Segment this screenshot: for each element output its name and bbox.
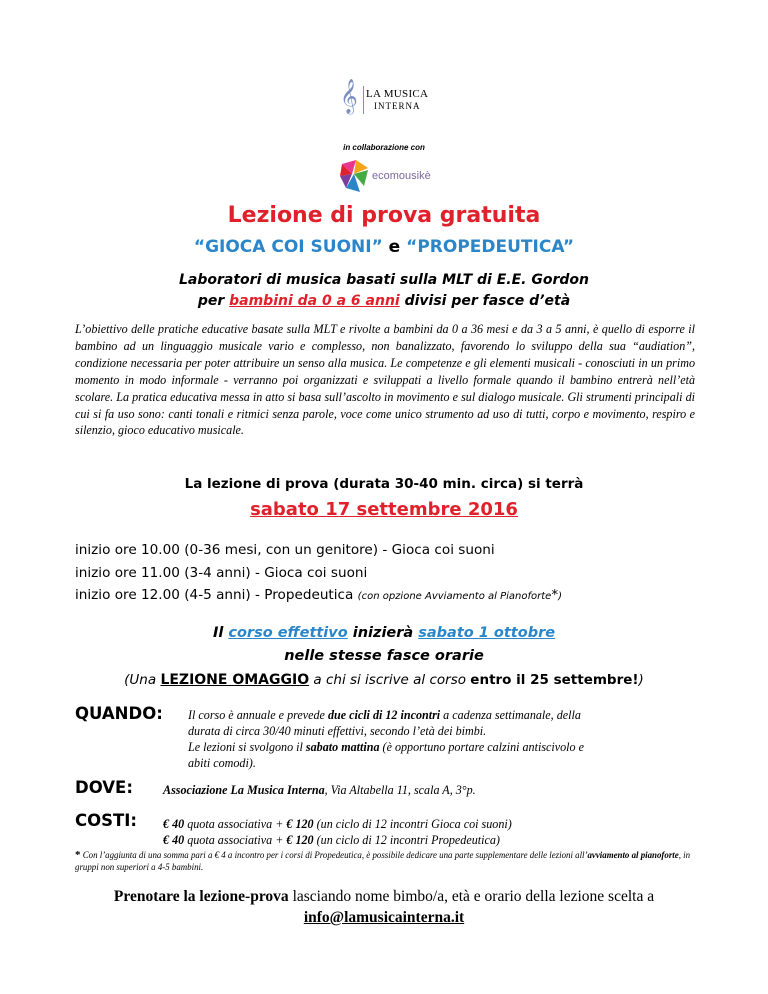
subtitle-and: e	[382, 237, 407, 257]
collaboration-text: in collaborazione con	[343, 143, 425, 152]
laboratori-line1: Laboratori di musica basati sulla MLT di E.E. Gordon	[179, 272, 589, 288]
omaggio-mid: a chi si iscrive al corso	[309, 672, 471, 688]
booking-instructions	[0, 887, 768, 907]
quando-l3a: Le lezioni si svolgono il	[188, 740, 306, 754]
footnote-a: Con l’aggiunta di una somma pari a € 4 a incontro per i corsi di Propedeutica, è possibile dedicare una parte supplementare delle lezioni all’	[80, 850, 588, 860]
logo-line2: INTERNA	[374, 101, 421, 111]
costi-l1d: (un ciclo di 12 incontri Gioca coi suoni)	[313, 817, 512, 831]
schedule-item-3	[75, 584, 715, 609]
costi-label: COSTI:	[75, 811, 138, 830]
course-date-link: sabato 1 ottobre	[418, 625, 556, 641]
logo-line1: LA MUSICA	[366, 88, 429, 100]
schedule-star: *	[551, 587, 559, 603]
logo-divider	[363, 86, 364, 114]
costi-l2b: quota associativa +	[184, 833, 287, 847]
omaggio-close: )	[638, 672, 644, 688]
quando-l3b: sabato mattina	[305, 740, 380, 754]
ecomousike-logo	[338, 158, 438, 196]
lab-pre: per	[197, 293, 230, 309]
dove-assoc: Associazione La Musica Interna	[163, 783, 325, 797]
dove-text	[163, 783, 476, 798]
lesson-date: sabato 17 settembre 2016	[250, 499, 518, 520]
dove-address: , Via Altabella 11, scala A, 3°p.	[324, 783, 476, 797]
omaggio-deadline: entro il 25 settembre!	[470, 672, 639, 688]
schedule-item-3-main: inizio ore 12.00 (4-5 anni) - Propedeutica	[75, 587, 358, 603]
subtitle	[0, 236, 768, 258]
costi-l2a: € 40	[163, 833, 185, 847]
footnote-b: avviamento al pianoforte	[587, 850, 679, 860]
ecomousike-icon	[338, 158, 372, 194]
quando-line4: abiti comodi).	[188, 756, 256, 770]
schedule-list	[75, 539, 715, 609]
costi-l1b: quota associativa +	[184, 817, 287, 831]
la-musica-interna-logo	[330, 78, 440, 118]
subtitle-propedeutica: “PROPEDEUTICA”	[406, 237, 575, 257]
schedule-close: )	[558, 591, 563, 602]
footnote	[75, 849, 705, 873]
quando-l1b: due cicli di 12 incontri	[327, 708, 441, 722]
dove-label: DOVE:	[75, 778, 133, 797]
schedule-item-2: inizio ore 11.00 (3-4 anni) - Gioca coi suoni	[75, 564, 368, 581]
ecomousike-text: ecomousikè	[372, 170, 431, 182]
laboratori-line2	[0, 291, 768, 311]
quando-l3c: (è opportuno portare calzini antiscivolo e	[379, 740, 584, 754]
subtitle-gioca: “GIOCA COI SUONI”	[193, 237, 383, 257]
footnote-star: *	[75, 849, 81, 861]
treble-clef-icon: 𝄞	[340, 79, 358, 114]
costi-l1c: € 120	[286, 817, 314, 831]
omaggio-open: (Una	[124, 672, 161, 688]
costi-line1	[163, 817, 512, 832]
quando-l1c: a cadenza settimanale, della	[440, 708, 581, 722]
schedule-item-3-note: (con opzione Avviamento al Pianoforte	[357, 591, 552, 602]
email-link[interactable]: info@lamusicainterna.it	[303, 909, 465, 926]
course-hours: nelle stesse fasce orarie	[284, 648, 484, 664]
description-paragraph: L’obiettivo delle pratiche educative basate sulla MLT e rivolte a bambini da 0 a 36 mesi e da 3 a 5 anni, è quello di esporre il bambino ad un linguaggio musicale vario e complesso, non banalizzato, favorendo lo sviluppo della sua “audiation”, condizione necessaria per poter attribuire un senso alla musica. Le competenze e gli elementi musicali - conosciuti in un primo momento in modo informale - verranno poi organizzati e sviluppati a livello formale quando il bambino entrerà nell’età scolare. La pratica educativa messa in atto si basa sull’ascolto in movimento e sul dialogo musicale. Gli strumenti principali di cui si fa uso sono: canti tonali e ritmici senza parole, voce come unico strumento ad uso di tutti, corpo e movimento, respiro e silenzio, gioco educativo musicale.	[75, 322, 695, 438]
course-effettivo-link: corso effettivo	[228, 625, 348, 641]
costi-l2c: € 120	[286, 833, 314, 847]
free-lesson-offer	[0, 670, 768, 690]
costi-l2d: (un ciclo di 12 incontri Propedeutica)	[313, 833, 500, 847]
booking-rest: lasciando nome bimbo/a, età e orario della lezione scelta a	[288, 888, 655, 905]
quando-line3	[188, 740, 584, 755]
quando-label: QUANDO:	[75, 704, 163, 723]
age-range: bambini da 0 a 6 anni	[229, 293, 400, 309]
lesson-announcement: La lezione di prova (durata 30-40 min. circa) si terrà	[184, 476, 584, 492]
schedule-item-1: inizio ore 10.00 (0-36 mesi, con un genitore) - Gioca coi suoni	[75, 542, 495, 558]
omaggio-highlight: LEZIONE OMAGGIO	[160, 672, 310, 688]
quando-line2: durata di circa 30/40 minuti effettivi, secondo l’età dei bimbi.	[188, 724, 487, 738]
costi-line2	[163, 833, 500, 848]
page-title: Lezione di prova gratuita	[227, 203, 541, 228]
booking-bold: Prenotare la lezione-prova	[113, 888, 289, 905]
footnote-c: , in gruppi non superiori a 4-5 bambini.	[75, 850, 691, 872]
lab-post: divisi per fasce d’età	[399, 293, 571, 309]
quando-line1	[188, 708, 581, 723]
course-mid: inizierà	[347, 625, 419, 641]
course-start	[0, 623, 768, 643]
costi-l1a: € 40	[163, 817, 185, 831]
course-pre: Il	[212, 625, 229, 641]
quando-l1a: Il corso è annuale e prevede	[188, 708, 328, 722]
